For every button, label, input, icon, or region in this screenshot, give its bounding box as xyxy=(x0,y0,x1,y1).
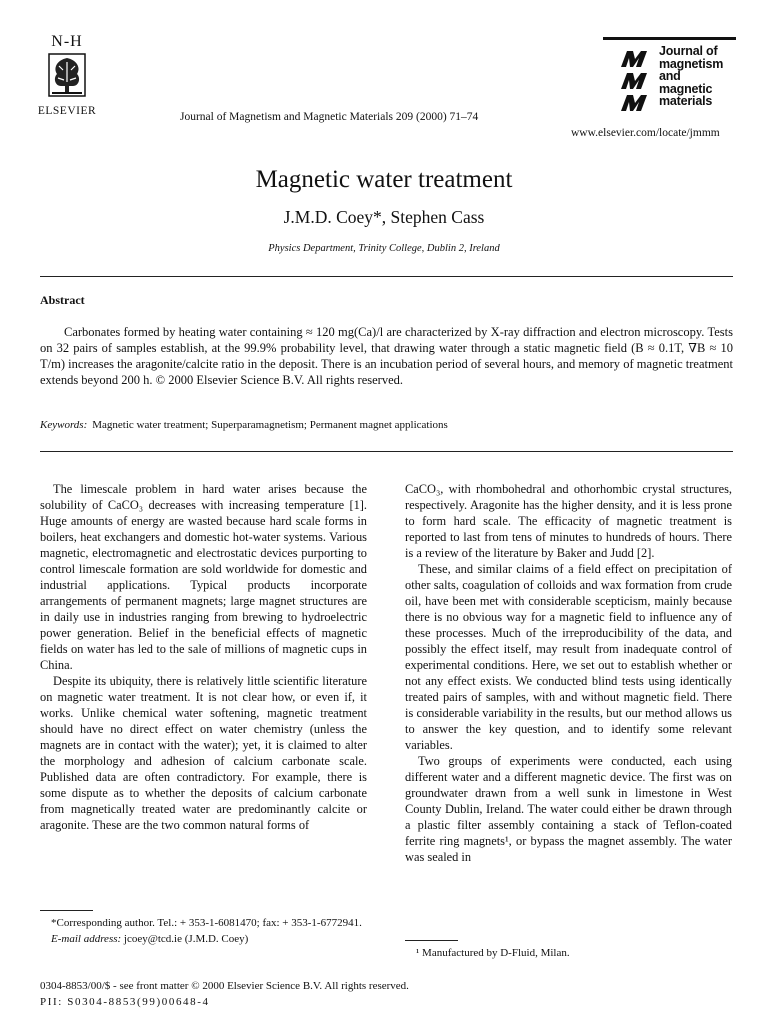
article-title: Magnetic water treatment xyxy=(255,166,513,193)
header-divider xyxy=(40,276,733,277)
journal-logo-text xyxy=(659,45,723,108)
email-address-link[interactable]: jcoey@tcd.ie (J.M.D. Coey) xyxy=(123,932,249,945)
publisher-logo xyxy=(28,34,106,117)
body-paragraph: The limescale problem in hard water arises because the solubility of CaCO₃ decreases with increasing temperature [1]. Huge amounts of energy are wasted because hard scale forms in boilers, heat exchangers and domestic hot-water systems. Various magnetic, electromagnetic and electrostatic devices purporting to control limescale formation are sold worldwide for domestic and industrial applications. Typical products incorporate arrangements of permanent magnets; large magnet structures are in daily use in industries ranging from brewing to hydroelectric power generation. Belief in the beneficial effects of magnetic fields on water has led to the sale of millions of magnetic cups in China. xyxy=(40,482,367,672)
body-paragraph: These, and similar claims of a field effect on precipitation of other salts, coagulation of colloids and wax formation from crude oil, have been met with considerable scepticism, mainly because there is no obvious way for a magnetic field to influence any of these processes. Much of the irreproducibility of the data, and possibly the effect itself, may result from inadequate control of experimental conditions. Here, we set out to establish whether or not any effect exists. We conducted blind tests using identically treated pairs of samples, with and without magnetic field. There is considerable variability in the results, but our method allows us to answer the key question, and to identify some relevant variables. xyxy=(405,562,732,752)
elsevier-tree-icon xyxy=(47,52,87,98)
journal-logo-bar xyxy=(603,37,736,40)
manufacturer-footnote xyxy=(405,946,732,961)
journal-logo xyxy=(603,37,736,120)
journal-logo-line: magnetic xyxy=(659,81,713,96)
body-paragraph: Two groups of experiments were conducted, each using different water and a different magnetic device. The first was on groundwater drawn from a well sunk in limestone in West County Dublin, Ireland. The water could either be drawn through a plastic filter assembly containing a stack of Teflon-coated ferrite ring magnets¹, or bypass the magnet assembly. The water was sealed in xyxy=(405,754,732,864)
manufacturer-footnote-text: ¹ Manufactured by D-Fluid, Milan. xyxy=(416,947,570,959)
keywords-list: Magnetic water treatment; Superparamagnetism; Permanent magnet applications xyxy=(92,419,448,431)
journal-logo-line: and xyxy=(659,69,681,83)
journal-citation: Journal of Magnetism and Magnetic Materials 209 (2000) 71–74 xyxy=(180,111,479,123)
corresponding-author-text: *Corresponding author. Tel.: + 353-1-6081470; fax: + 353-1-6772941. xyxy=(51,917,362,929)
front-matter-info xyxy=(40,979,409,1010)
abstract-heading: Abstract xyxy=(40,293,85,307)
publisher-name: ELSEVIER xyxy=(37,105,97,117)
email-label: E-mail address: xyxy=(51,932,122,945)
journal-logo-line: magnetism xyxy=(659,56,724,71)
abstract-body xyxy=(40,324,733,388)
footnote-divider xyxy=(40,910,93,911)
author-affiliation: Physics Department, Trinity College, Dublin 2, Ireland xyxy=(268,243,500,254)
corresponding-author-footnote xyxy=(40,916,367,947)
journal-logo-line: Journal of xyxy=(659,44,718,58)
publisher-logo-letters: N-H xyxy=(51,33,83,50)
copyright-line: 0304-8853/00/$ - see front matter © 2000 Elsevier Science B.V. All rights reserved. xyxy=(40,980,409,992)
abstract-divider xyxy=(40,451,733,452)
footnote-divider xyxy=(405,940,458,941)
body-paragraph: CaCO₃, with rhombohedral and othorhombic crystal structures, respectively. Aragonite has the higher density, and it is less prone to form hard scale. The efficacity of magnetic treatment is reported to last from tens of minutes to hundreds of hours. There is a review of the literature by Baker and Judd [2]. xyxy=(405,482,732,560)
right-column xyxy=(405,481,732,865)
body-paragraph: Despite its ubiquity, there is relatively little scientific literature on magnetic water treatment. It is not clear how, or even if, it works. Unlike chemical water softening, magnetic treatment should have no direct effect on water chemistry (unless the magnets are in contact with the water); yet, it is claimed to alter the morphology and adhesion of calcium carbonate scale. Published data are often contradictory. For example, there is some dispute as to whether the deposits of calcium carbonate from magnetically treated water are predominantly calcite or aragonite. These are the two common natural forms of xyxy=(40,674,367,832)
jmmm-logo-icon xyxy=(619,49,655,115)
article-authors: J.M.D. Coey*, Stephen Cass xyxy=(283,207,485,227)
keywords-line xyxy=(40,419,733,431)
keywords-label: Keywords: xyxy=(40,419,88,431)
journal-website-link[interactable]: www.elsevier.com/locate/jmmm xyxy=(571,127,720,139)
left-column xyxy=(40,481,367,833)
pii-line: PII: S0304-8853(99)00648-4 xyxy=(40,995,210,1008)
journal-logo-line: materials xyxy=(659,94,713,108)
abstract-text: Carbonates formed by heating water containing ≈ 120 mg(Ca)/l are characterized by X-ray diffraction and electron microscopy. Tests on 32 pairs of samples establish, at the 99.9% probability level, that drawing water through a static magnetic field (B ≈ 0.1T, ∇B ≈ 10 T/m) increases the aragonite/calcite ratio in the deposit. There is an incubation period of several hours, and memory of magnetic treatment extends beyond 200 h. © 2000 Elsevier Science B.V. All rights reserved. xyxy=(40,325,733,387)
